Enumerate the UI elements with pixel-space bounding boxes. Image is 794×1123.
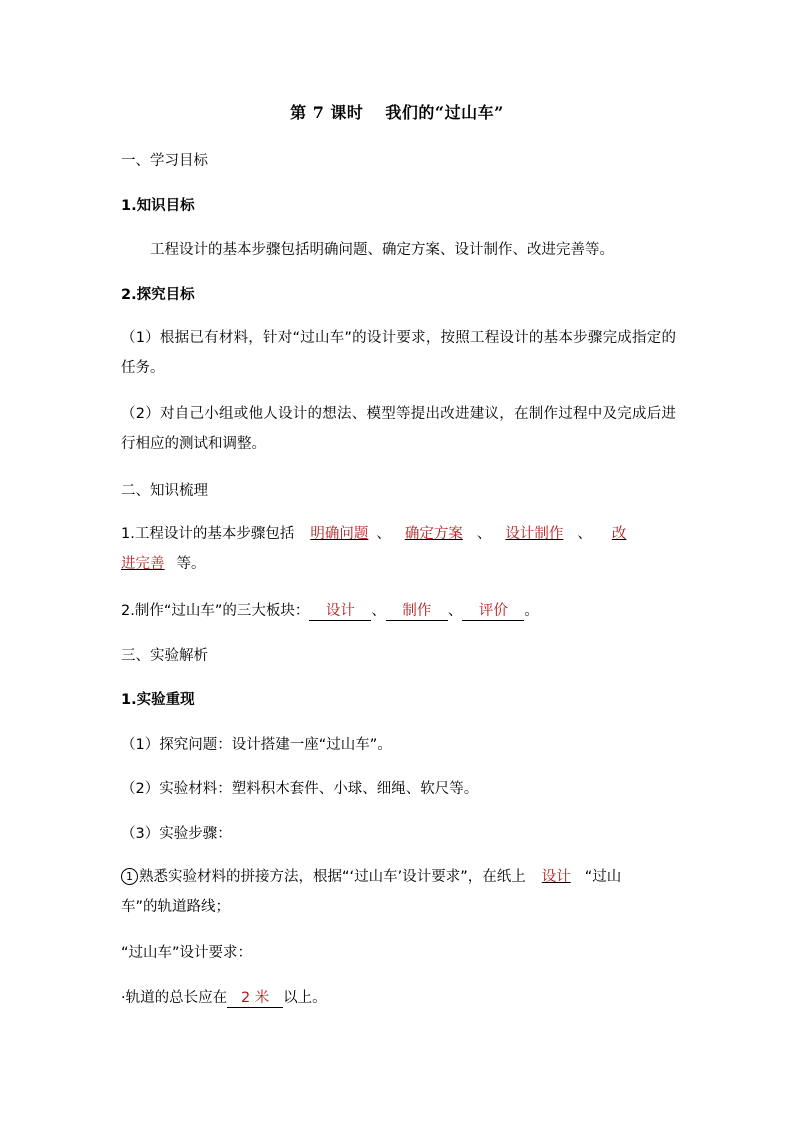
experiment-item-3: （3）实验步骤：: [121, 826, 232, 842]
answer-blank: 确定方案: [404, 526, 463, 542]
subheading-experiment-recreation: 1.实验重现: [121, 692, 195, 708]
answer-blank: 制作: [386, 602, 448, 621]
knowledge-goal-text: 工程设计的基本步骤包括明确问题、确定方案、设计制作、改进完善等。: [150, 242, 614, 258]
design-requirements-heading: “过山车”设计要求：: [121, 945, 253, 961]
answer-blank: 改: [611, 526, 627, 542]
answer-blank: 设计: [309, 602, 371, 621]
answer-blank: 进完善: [121, 556, 165, 572]
section-heading-knowledge-review: 二、知识梳理: [121, 483, 208, 499]
answer-blank: 2 米: [227, 989, 283, 1008]
answer-blank: 明确问题: [310, 526, 369, 542]
inquiry-goal-item-2: （2）对自己小组或他人设计的想法、模型等提出改进建议，在制作过程中及完成后进行相应的测试和调整。: [121, 406, 676, 452]
step-number-circle: 1: [121, 868, 138, 885]
lesson-name: 我们的“过山车”: [385, 103, 504, 122]
subheading-inquiry-goal: 2.探究目标: [121, 287, 195, 303]
answer-blank: 评价: [462, 602, 524, 621]
section-heading-goals: 一、学习目标: [121, 153, 208, 169]
experiment-step-1: 1 熟悉实验材料的拼接方法，根据“‘过山车’设计要求”，在纸上 设计 “过山 车”的轨道路线；: [121, 869, 622, 915]
question-2: 2.制作“过山车”的三大板块： 设计 、 制作 、 评价 。: [121, 603, 539, 619]
experiment-item-1: （1）探究问题：设计搭建一座“过山车”。: [121, 737, 392, 753]
answer-blank: 设计制作: [505, 526, 564, 542]
lesson-number: 第 7 课时: [290, 103, 364, 122]
question-1: 1.工程设计的基本步骤包括 明确问题 、 确定方案 、 设计制作 、 改 进完善 等。: [121, 526, 627, 572]
subheading-knowledge-goal: 1.知识目标: [121, 198, 195, 214]
answer-blank: 设计: [541, 869, 571, 885]
page-title: [0, 100, 794, 123]
section-heading-experiment-analysis: 三、实验解析: [121, 648, 208, 664]
design-requirement-1: ·轨道的总长应在 2 米 以上。: [121, 990, 327, 1006]
inquiry-goal-item-1: （1）根据已有材料，针对“过山车”的设计要求，按照工程设计的基本步骤完成指定的任务。: [121, 330, 676, 376]
experiment-item-2: （2）实验材料：塑料积木套件、小球、细绳、软尺等。: [121, 781, 479, 797]
